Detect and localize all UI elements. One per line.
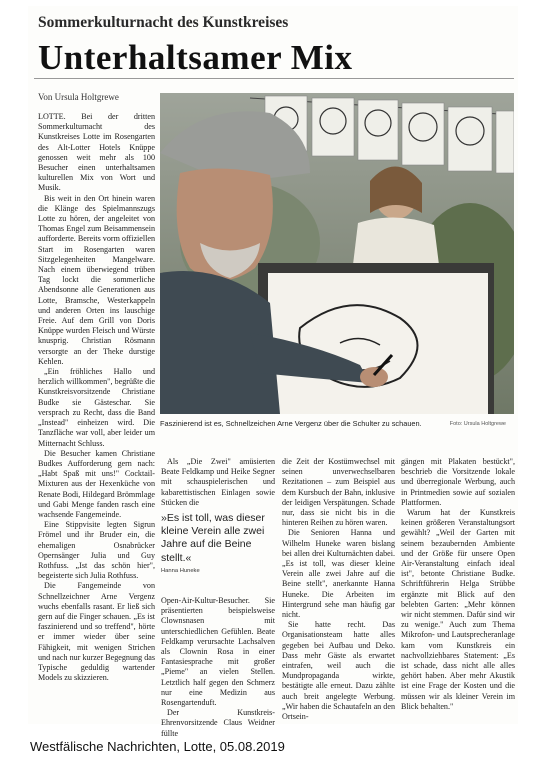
- paragraph: Warum hat der Kunstkreis keinen größeren Veranstaltungsort gewählt? „Weil der Garten mit seinem bezaubernden Ambiente und der Größe für unsere Open Air-Veranstaltung einfach ideal ist", betonte Christiane Budke. Schriftführerin Helga Strübbe ergänzte mit Blick auf den belebten Garten: „Mehr können wir nicht stemmen. Dafür sind wir zu wenige." Auch zum Thema Mikrofon- und Lautsprecheranlage kam vom Kunstkreis ein nachvollziehbares Statement: „Es ist schade, dass nicht alle alles gehört haben. Aber mehr Akustik ist eine Frage der Kosten und die müssen wir als kleiner Verein im Blick behalten.": [401, 508, 515, 711]
- kicker: Sommerkulturnacht des Kunstkreises: [38, 14, 289, 31]
- photo-artist-drawing: [160, 93, 514, 414]
- article-column-3: [282, 457, 395, 722]
- paragraph: Als „Die Zwei" amüsierten Beate Feldkamp und Heike Segner mit schauspielerischen und kabarettistischen Einlagen sowie Stücken die: [161, 457, 275, 507]
- paragraph: „Ein fröhliches Hallo und herzlich willkommen", begrüßte die Kunstkreisvorsitzende Christiane Budke sie Gästeschar. Sie versprach zu Recht, dass die Band „Instead" einheizen wird. Die Tanzfläche war voll, aber leider um Mitternacht Schluss.: [38, 367, 155, 448]
- photo-credit: Foto: Ursula Holtgrewe: [449, 421, 506, 427]
- paragraph: Die Senioren Hanna und Wilhelm Huneke waren bislang bei allen drei Kulturnächten dabei. „Es ist toll, was dieser kleine Verein alle zwei Jahre auf die Beine stellt", anerkannte Hanna Huneke. Die Arbeiten im Hintergrund sehe man häufig gar nicht.: [282, 528, 395, 620]
- paragraph: LOTTE. Bei der dritten Sommerkulturnacht des Kunstkreises Lotte im Rosengarten des Alt-Lotter Hotels Knüppe genossen weit mehr als 100 Besucher einen unterhaltsamen kulturellen Mix von Wort und Musik.: [38, 112, 155, 193]
- paragraph: Der Kunstkreis-Ehrenvorsitzende Claus Weidner füllte: [161, 708, 275, 738]
- paragraph: Sie hatte recht. Das Organisationsteam hatte alles gegeben bei Aufbau und Deko. Dass mehr Gäste als erwartet eintrafen, weil auch die Mundpropaganda wirkte, bestätigte alle erneut. Dazu zählte auch breit angelegte Werbung. „Wir haben die Schautafeln an den Ortsein-: [282, 620, 395, 722]
- article-column-2: [161, 457, 275, 739]
- paragraph: gängen mit Plakaten bestückt", beschrieb die Vorsitzende lokale und überregionale Werbung, auch in Printmedien sowie auf sozialen Plattformen.: [401, 457, 515, 507]
- byline: Von Ursula Holtgrewe: [38, 92, 119, 102]
- headline-rule: [34, 78, 514, 79]
- paragraph: die Zeit der Kostümwechsel mit seinen unverwechselbaren Rezitationen – zum Beispiel aus dem Kursbuch der Bahn, inklusive der leidigen Verspätungen. Schade nur, dass sie nicht bis in die hinteren Reihen zu hören waren.: [282, 457, 395, 528]
- caption-text: Faszinierend ist es, Schnellzeichen Arne Vergenz über die Schulter zu schauen.: [160, 419, 422, 428]
- paragraph: Die Fangemeinde von Schnellzeichner Arne Vergenz wuchs ebenfalls rasant. Er ließ sich gern auf die Finger schauen. „Es ist faszinierend und so treffend", hörte er immer wieder über seine Fähigkeit, mit wenigen Strichen und nach nur kurzer Begegnung das Typische geduldig wartender Models zu skizzieren.: [38, 581, 155, 683]
- pull-quote: [161, 512, 275, 574]
- pull-quote-text: »Es ist toll, was dieser kleine Verein alle zwei Jahre auf die Beine stellt.«: [161, 512, 265, 564]
- headline: Unterhaltsamer Mix: [38, 38, 353, 77]
- paragraph: Die Besucher kamen Christiane Budkes Aufforderung gern nach: „Habt Spaß mit uns!" Cocktail-Mixturen aus der Hexenküche von Renate Bodi, Hildegard Brömmlage und Gabi Menge fanden rasch eine wachsende Fangemeinde.: [38, 448, 155, 519]
- article-photo: [160, 93, 514, 414]
- pull-quote-author: Hanna Huneke: [161, 567, 200, 574]
- source-footer: Westfälische Nachrichten, Lotte, 05.08.2019: [30, 739, 285, 754]
- paragraph: Eine Stippvisite legten Sigrun Frömel und ihr Bruder ein, die ehemaligen Osnabrücker Opernsänger Julia und Guy Rothfuss. „Ist das schön hier", begeisterte sich Julia Rothfuss.: [38, 520, 155, 581]
- paragraph: Bis weit in den Ort hinein waren die Klänge des Spielmannszugs Lotte zu hören, der angeleitet von Thomas Engel zum Beisammensein aufforderte. Bereits vorm offiziellen Start im Rosengarten waren Sitzgelegenheiten Mangelware. Nach einem überwiegend trüben Tag lockt die sommerliche Abendsonne alle Generationen aus Lotte, Bramsche, Westerkappeln und anderen Orten ins lauschige Freie. Auf dem Grill von Doris Knüppe wurden Fleisch und Würste knusprig. Christian Rösmann versorgte an der Theke durstige Kehlen.: [38, 193, 156, 366]
- paragraph: Open-Air-Kultur-Besucher. Sie präsentierten beispielsweise Clownsnasen mit unterschiedlichen Gefühlen. Beate Feldkamp verursachte Lachsalven als Clownin Rosa in einer Fantasiesprache mit großer „Pieme" an vielen Stellen. Letztlich half gegen den Schmerz nur eine Medizin aus Rosengartenduft.: [161, 596, 275, 708]
- article-column-1: [38, 112, 155, 683]
- photo-caption: [160, 419, 514, 428]
- article-column-4: [401, 457, 515, 712]
